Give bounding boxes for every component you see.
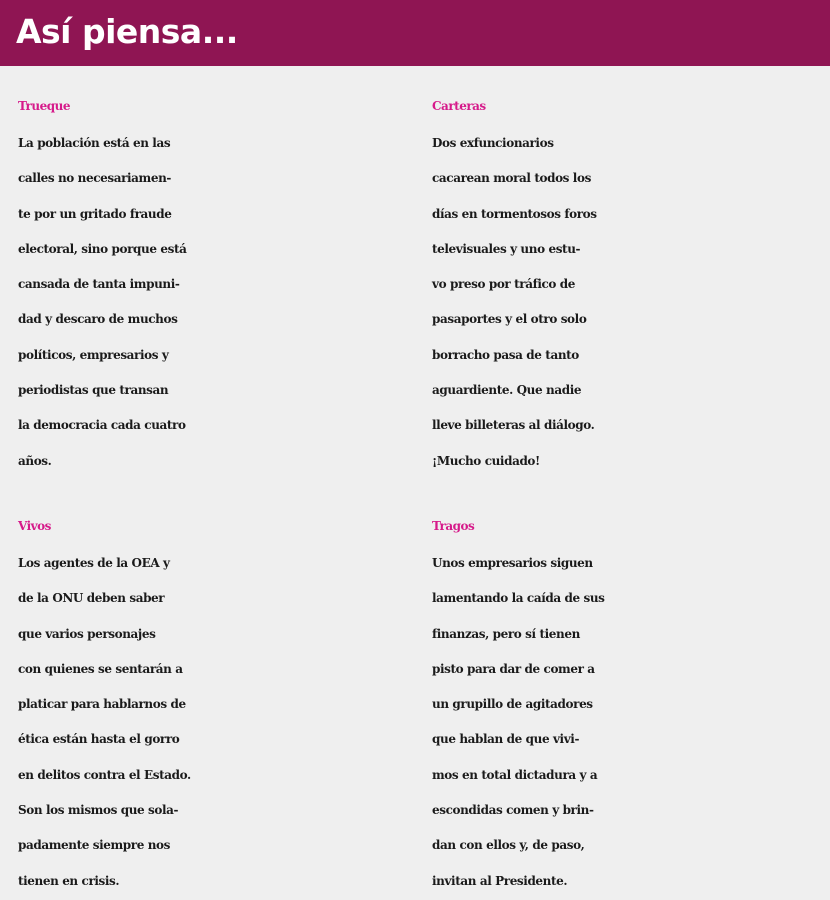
- body-line: de la ONU deben saber: [18, 591, 165, 606]
- body-line: lleve billeteras al diálogo.: [432, 418, 595, 433]
- body-line: borracho pasa de tanto: [432, 347, 579, 362]
- section-vivos: [18, 506, 413, 899]
- body-line: ética están hasta el gorro: [18, 732, 180, 747]
- body-line: cacarean moral todos los: [432, 171, 591, 186]
- body-line: pasaportes y el otro solo: [432, 312, 587, 327]
- body-line: electoral, sino porque está: [18, 241, 187, 256]
- body-line: Dos exfuncionarios: [432, 136, 554, 150]
- body-line: invitan al Presidente.: [432, 873, 568, 888]
- section-title: Carteras: [432, 99, 486, 113]
- body-line: la democracia cada cuatro: [18, 418, 186, 433]
- body-line: dan con ellos y, de paso,: [432, 838, 585, 853]
- section-title: Tragos: [432, 519, 475, 533]
- header-bar: [0, 0, 830, 66]
- section-carteras: [432, 86, 827, 479]
- body-line: te por un gritado fraude: [18, 206, 172, 221]
- body-line: televisuales y uno estu-: [432, 241, 581, 256]
- body-line: vo preso por tráfico de: [432, 277, 576, 292]
- body-line: escondidas comen y brin-: [432, 803, 594, 818]
- body-line: calles no necesariamen-: [18, 171, 171, 186]
- body-line: padamente siempre nos: [18, 838, 171, 853]
- header-title: Así piensa...: [16, 12, 238, 51]
- body-line: La población está en las: [18, 136, 171, 150]
- body-line: un grupillo de agitadores: [432, 697, 593, 712]
- body-line: Unos empresarios siguen: [432, 556, 593, 570]
- body-line: días en tormentosos foros: [432, 206, 597, 221]
- body-line: con quienes se sentarán a: [18, 661, 183, 676]
- section-title: Trueque: [18, 99, 70, 113]
- body-line: ¡Mucho cuidado!: [432, 453, 540, 468]
- body-line: años.: [18, 453, 52, 468]
- body-line: cansada de tanta impuni-: [18, 277, 180, 292]
- section-trueque: [18, 86, 413, 479]
- section-tragos: [432, 506, 827, 899]
- section-title: Vivos: [18, 519, 51, 533]
- body-line: periodistas que transan: [18, 383, 169, 398]
- body-line: Son los mismos que sola-: [18, 803, 179, 818]
- body-line: aguardiente. Que nadie: [432, 383, 582, 398]
- body-line: dad y descaro de muchos: [18, 312, 178, 327]
- body-line: pisto para dar de comer a: [432, 661, 595, 676]
- body-line: que hablan de que vivi-: [432, 732, 580, 747]
- body-line: en delitos contra el Estado.: [18, 767, 191, 782]
- body-line: mos en total dictadura y a: [432, 767, 598, 782]
- body-line: políticos, empresarios y: [18, 347, 169, 362]
- body-line: que varios personajes: [18, 626, 156, 641]
- body-line: lamentando la caída de sus: [432, 591, 605, 606]
- body-line: tienen en crisis.: [18, 873, 120, 888]
- body-line: finanzas, pero sí tienen: [432, 626, 580, 641]
- body-line: Los agentes de la OEA y: [18, 556, 170, 570]
- body-line: platicar para hablarnos de: [18, 697, 186, 712]
